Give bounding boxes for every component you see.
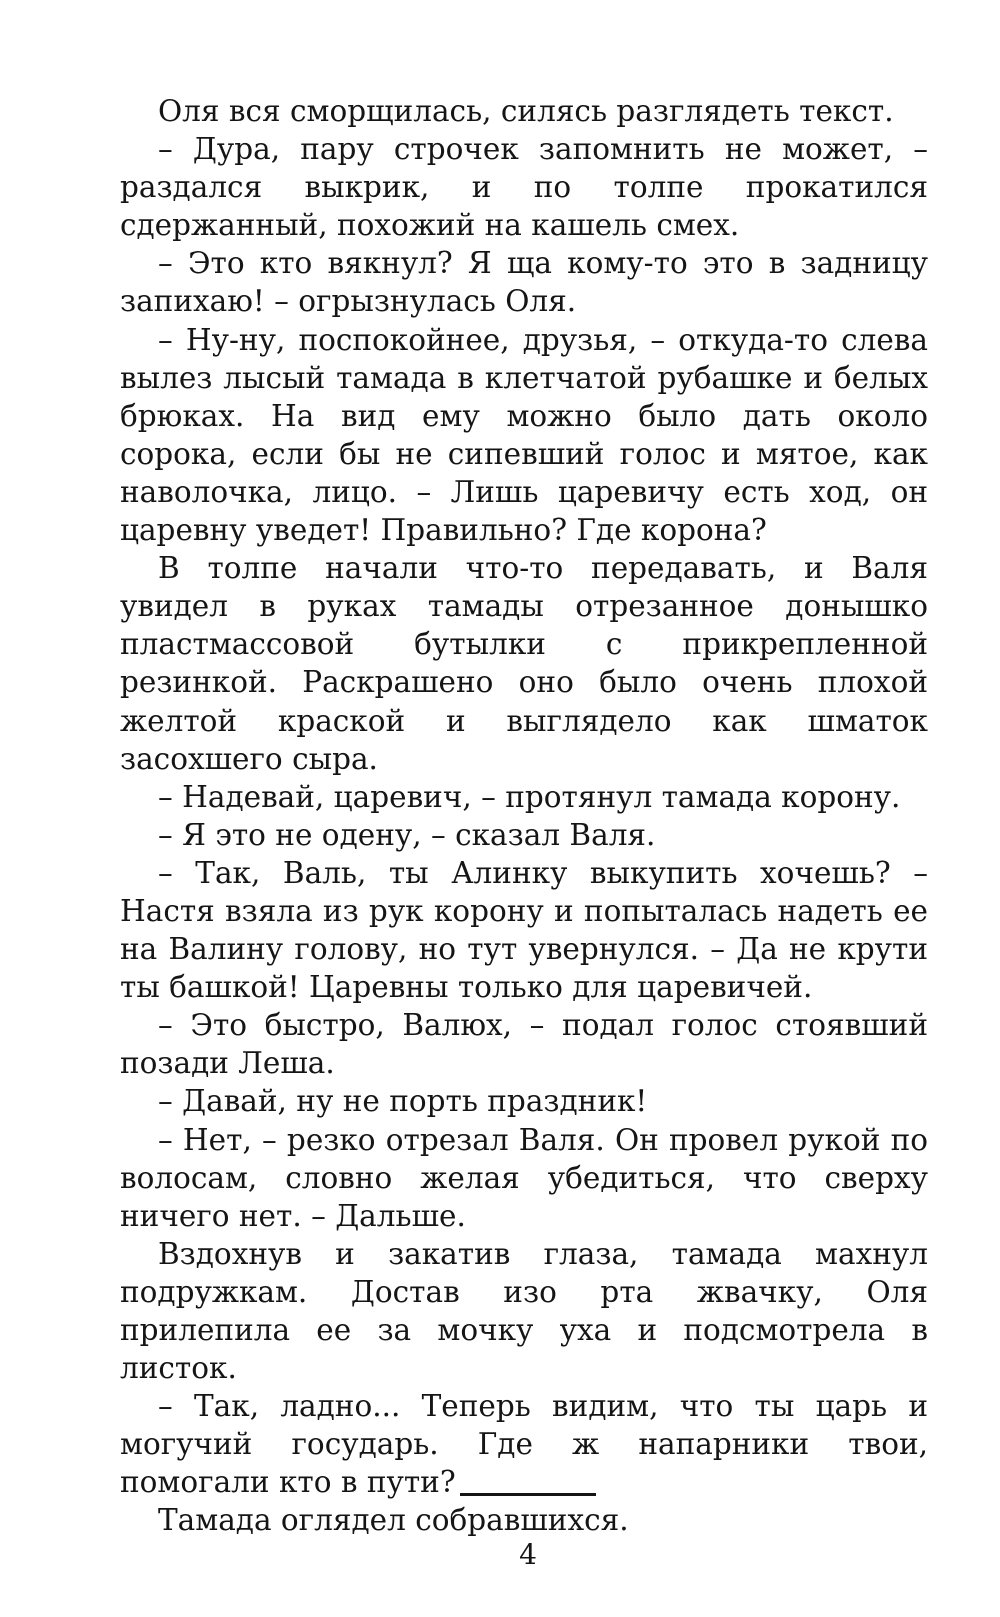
paragraph-13: – Так, ладно... Теперь видим, что ты царь и могучий государь. Где ж напарники твои, помогали кто в пути? [120, 1389, 928, 1500]
page-number: 4 [519, 1538, 537, 1571]
footer-divider [460, 1493, 596, 1496]
paragraph-7: – Я это не одену, – сказал Валя. [158, 817, 656, 852]
paragraph-5: В толпе начали что-то передавать, и Валя увидел в руках тамады отрезанное донышко пластмассовой бутылки с прикрепленной резинкой. Раскрашено оно было очень плохой желтой краской и выглядело как шматок засохшего сыра. [120, 551, 928, 776]
paragraph-9: – Это быстро, Валюх, – подал голос стоявший позади Леша. [120, 1008, 928, 1081]
paragraph-6: – Надевай, царевич, – протянул тамада корону. [158, 779, 901, 814]
paragraph-11: – Нет, – резко отрезал Валя. Он провел рукой по волосам, словно желая убедиться, что сверху ничего нет. – Дальше. [120, 1122, 928, 1233]
paragraph-10: – Давай, ну не порть праздник! [158, 1084, 648, 1119]
paragraph-14: Тамада оглядел собравшихся. [158, 1503, 629, 1538]
paragraph-8: – Так, Валь, ты Алинку выкупить хочешь? – Настя взяла из рук корону и попыталась надеть ее на Валину голову, но тут увернулся. – Да не крути ты башкой! Царевны только для царевичей. [120, 855, 928, 1005]
body-text [120, 92, 928, 1540]
paragraph-2: – Дура, пару строчек запомнить не может, – раздался выкрик, и по толпе прокатился сдержанный, похожий на кашель смех. [120, 132, 928, 243]
paragraph-1: Оля вся сморщилась, силясь разглядеть текст. [158, 94, 894, 128]
paragraph-4: – Ну-ну, поспокойнее, друзья, – откуда-то слева вылез лысый тамада в клетчатой рубашке и белых брюках. На вид ему можно было дать около сорока, если бы не сипевший голос и мятое, как наволочка, лицо. – Лишь царевичу есть ход, он царевну уведет! Правильно? Где корона? [120, 322, 928, 548]
paragraph-12: Вздохнув и закатив глаза, тамада махнул подружкам. Достав изо рта жвачку, Оля прилепила ее за мочку уха и подсмотрела в листок. [120, 1236, 928, 1386]
paragraph-3: – Это кто вякнул? Я ща кому-то это в задницу запихаю! – огрызнулась Оля. [120, 246, 928, 319]
